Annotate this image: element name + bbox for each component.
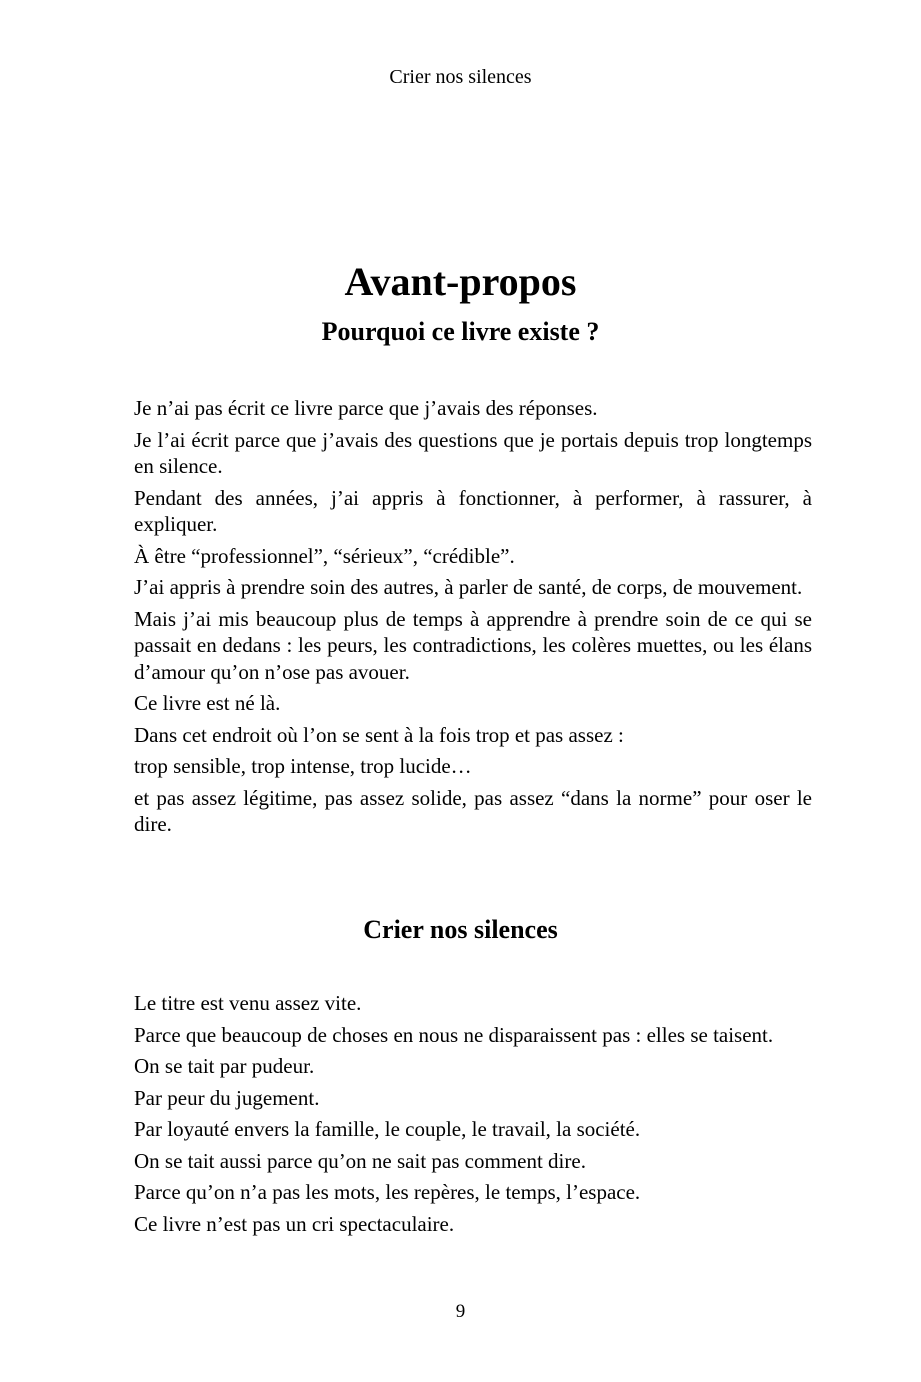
paragraph: Je l’ai écrit parce que j’avais des questions que je portais depuis trop longtemps en silence. [134,427,812,478]
paragraph: Par loyauté envers la famille, le couple, le travail, la société. [134,1117,641,1141]
paragraph: Par peur du jugement. [134,1085,320,1110]
paragraph: Parce qu’on n’a pas les mots, les repères, le temps, l’espace. [134,1180,641,1204]
paragraph: Ce livre n’est pas un cri spectaculaire. [134,1211,455,1236]
paragraph: J’ai appris à prendre soin des autres, à parler de santé, de corps, de mouvement. [134,575,803,599]
paragraph: Le titre est venu assez vite. [134,991,362,1015]
section-one-body [134,395,812,843]
paragraph: Ce livre est né là. [134,691,281,715]
paragraph: On se tait aussi parce qu’on ne sait pas comment dire. [134,1148,586,1173]
section-heading: Crier nos silences [363,915,558,944]
paragraph: Je n’ai pas écrit ce livre parce que j’avais des réponses. [134,396,598,420]
chapter-title: Avant-propos [344,259,577,304]
paragraph: Pendant des années, j’ai appris à fonctionner, à performer, à rassurer, à expliquer. [134,485,812,536]
chapter-subtitle: Pourquoi ce livre existe ? [321,317,600,346]
page-number: 9 [455,1301,466,1322]
paragraph: trop sensible, trop intense, trop lucide… [134,754,472,778]
paragraph: On se tait par pudeur. [134,1054,315,1078]
paragraph: Parce que beaucoup de choses en nous ne disparaissent pas : elles se taisent. [134,1022,774,1047]
running-header: Crier nos silences [389,66,532,88]
paragraph: et pas assez légitime, pas assez solide, pas assez “dans la norme” pour oser le dire. [134,785,812,836]
paragraph: Dans cet endroit où l’on se sent à la fois trop et pas assez : [134,722,624,747]
section-two-body [134,990,812,1242]
paragraph: Mais j’ai mis beaucoup plus de temps à apprendre à prendre soin de ce qui se passait en dedans : les peurs, les contradictions, les colères muettes, ou les élans d’amour qu’on n’ose pas avouer. [134,606,812,684]
paragraph: À être “professionnel”, “sérieux”, “crédible”. [134,543,515,568]
